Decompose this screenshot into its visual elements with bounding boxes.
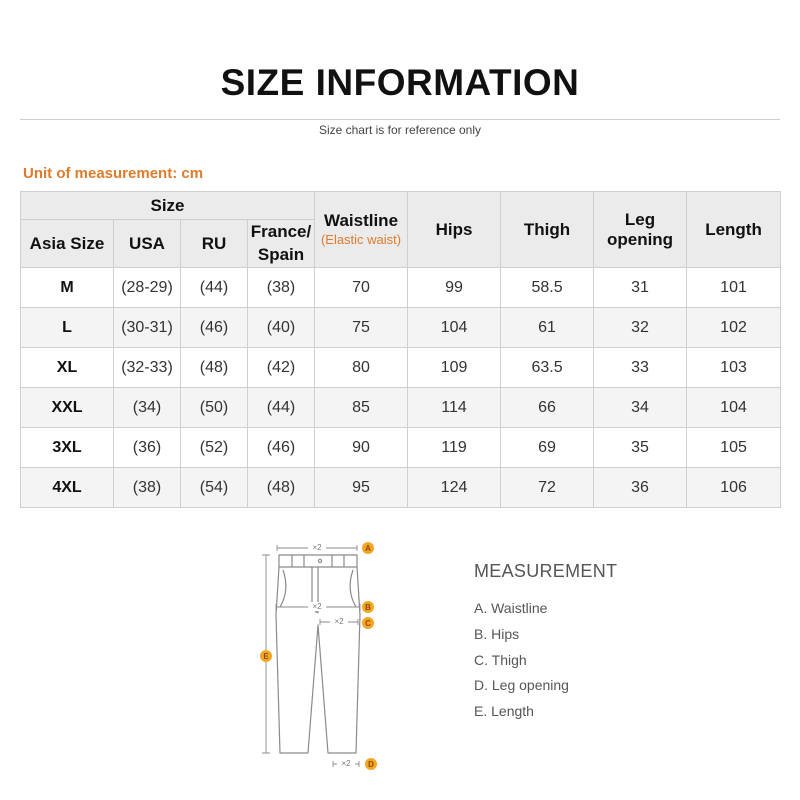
measurement-legend [474,561,617,725]
waistline-cell: 85 [315,388,408,428]
waistline-cell: 70 [315,268,408,308]
table-row [21,468,781,508]
x2-label-c: ×2 [334,617,344,626]
length-cell: 104 [687,388,781,428]
thigh-cell: 58.5 [501,268,594,308]
size-cell: L [21,308,114,348]
usa-cell: (38) [114,468,181,508]
table-row [21,308,781,348]
france-spain-cell: (42) [248,348,315,388]
length-cell: 102 [687,308,781,348]
legend-list [474,596,617,725]
x2-label-a: ×2 [312,543,322,552]
header-france-line2: Spain [257,244,305,264]
legend-item: C. Thigh [474,651,527,668]
header-ru: RU [181,220,248,268]
usa-cell: (28-29) [114,268,181,308]
size-table-body [21,268,781,508]
header-france-line1: France/ [250,221,312,241]
header-leg-line1: Leg [624,209,656,229]
header-france-spain [248,220,315,268]
header-waistline [315,192,408,268]
length-cell: 105 [687,428,781,468]
usa-cell: (30-31) [114,308,181,348]
size-cell: XL [21,348,114,388]
header-waistline-note: (Elastic waist) [320,232,402,248]
table-row [21,428,781,468]
ru-cell: (48) [181,348,248,388]
hips-cell: 119 [408,428,501,468]
ru-cell: (50) [181,388,248,428]
marker-b: B [365,603,371,612]
size-cell: 3XL [21,428,114,468]
thigh-cell: 72 [501,468,594,508]
header-leg-line2: opening [606,229,674,249]
leg-opening-cell: 34 [594,388,687,428]
leg-opening-cell: 31 [594,268,687,308]
header-asia-size: Asia Size [21,220,114,268]
france-spain-cell: (44) [248,388,315,428]
leg-opening-cell: 32 [594,308,687,348]
usa-cell: (34) [114,388,181,428]
size-cell: XXL [21,388,114,428]
waistline-cell: 90 [315,428,408,468]
legend-item: E. Length [474,703,534,720]
pants-outline [276,555,360,753]
page-subtitle: Size chart is for reference only [318,123,482,137]
hips-cell: 109 [408,348,501,388]
waistline-cell: 95 [315,468,408,508]
marker-d: D [368,760,374,769]
hips-cell: 124 [408,468,501,508]
marker-c: C [365,619,371,628]
thigh-cell: 63.5 [501,348,594,388]
ru-cell: (52) [181,428,248,468]
france-spain-cell: (38) [248,268,315,308]
leg-opening-cell: 33 [594,348,687,388]
header-hips: Hips [408,192,501,268]
legend-title: MEASUREMENT [474,561,618,581]
header-waistline-label: Waistline [324,210,399,230]
leg-opening-cell: 35 [594,428,687,468]
x2-label-b: ×2 [312,602,322,611]
hips-cell: 114 [408,388,501,428]
ru-cell: (46) [181,308,248,348]
leg-opening-cell: 36 [594,468,687,508]
usa-cell: (32-33) [114,348,181,388]
france-spain-cell: (40) [248,308,315,348]
ru-cell: (54) [181,468,248,508]
page-title: SIZE INFORMATION [220,62,580,103]
france-spain-cell: (46) [248,428,315,468]
legend-item: B. Hips [474,625,520,642]
usa-cell: (36) [114,428,181,468]
header-leg-opening [594,192,687,268]
length-cell: 101 [687,268,781,308]
marker-a: A [365,544,371,553]
header-thigh: Thigh [501,192,594,268]
size-group-header: Size [21,192,315,220]
thigh-cell: 69 [501,428,594,468]
france-spain-cell: (48) [248,468,315,508]
size-table [20,191,781,508]
table-row [21,388,781,428]
hips-cell: 104 [408,308,501,348]
table-row [21,268,781,308]
size-cell: M [21,268,114,308]
pants-diagram [250,535,390,775]
legend-item: A. Waistline [474,600,548,616]
marker-e: E [263,652,269,661]
title-divider [20,119,780,120]
ru-cell: (44) [181,268,248,308]
thigh-cell: 61 [501,308,594,348]
hips-cell: 99 [408,268,501,308]
length-cell: 103 [687,348,781,388]
x2-label-d: ×2 [341,759,351,768]
unit-label: Unit of measurement: cm [23,165,204,182]
thigh-cell: 66 [501,388,594,428]
length-cell: 106 [687,468,781,508]
size-cell: 4XL [21,468,114,508]
waistline-cell: 75 [315,308,408,348]
table-row [21,348,781,388]
legend-item: D. Leg opening [474,677,569,694]
header-length: Length [687,192,781,268]
waistline-cell: 80 [315,348,408,388]
header-usa: USA [114,220,181,268]
